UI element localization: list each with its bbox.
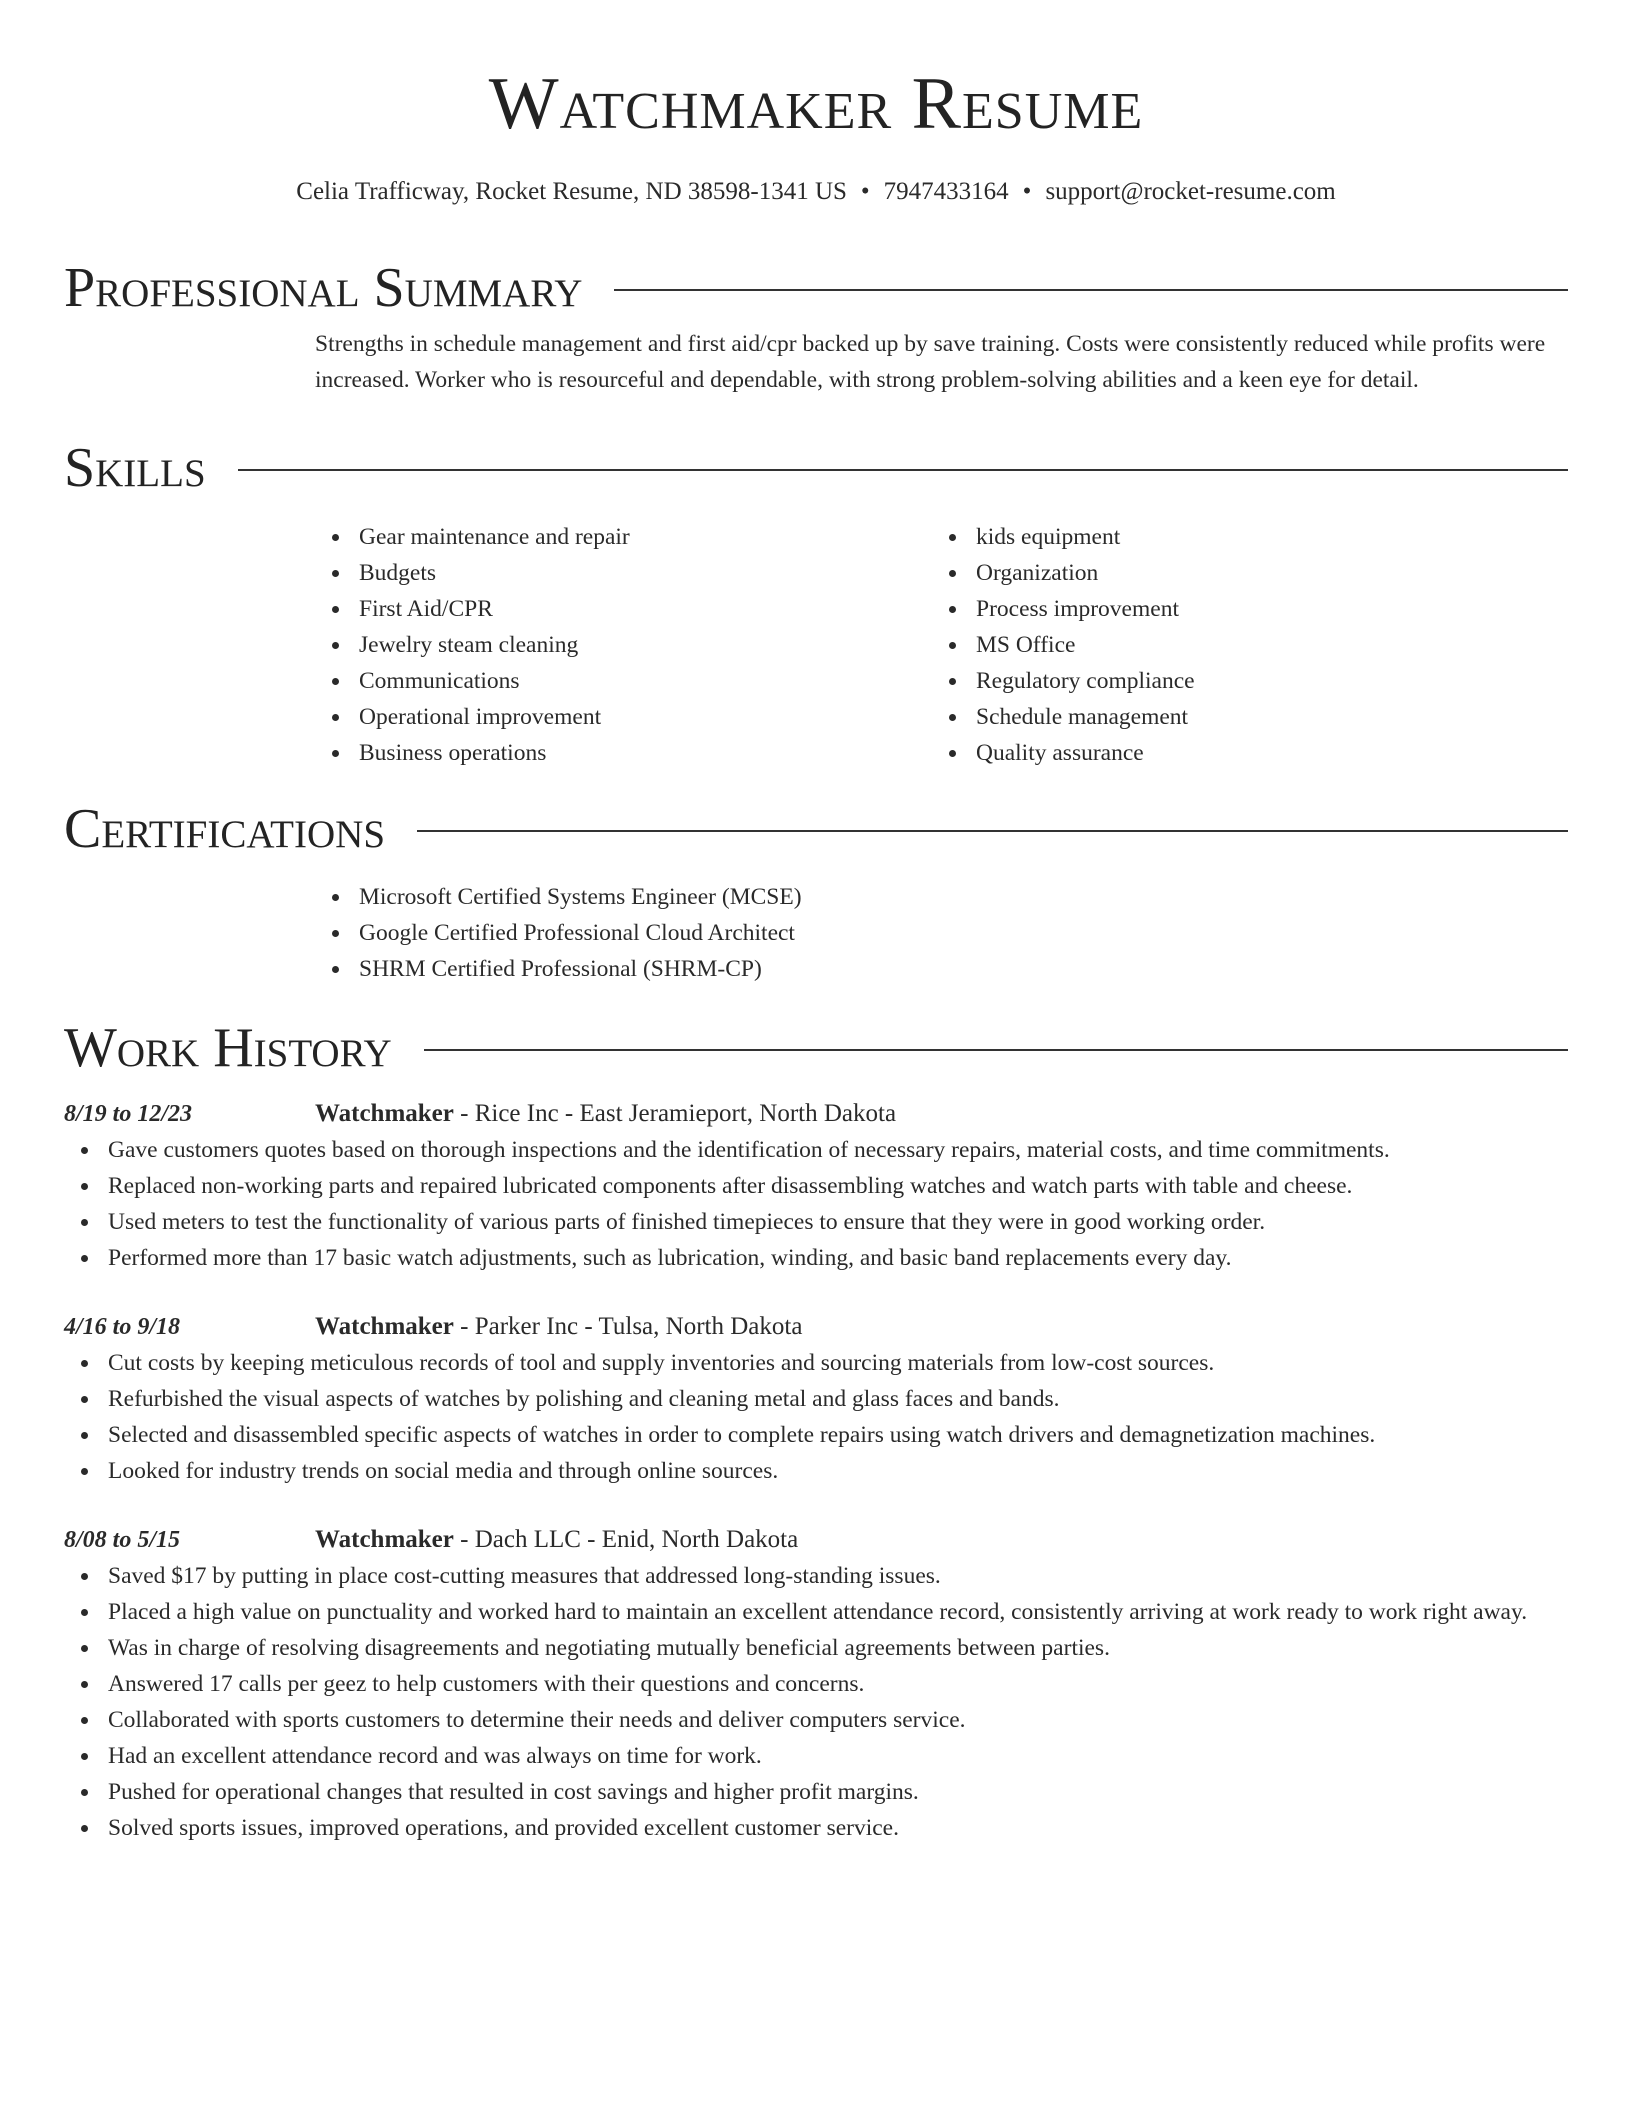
skill-item: Regulatory compliance: [932, 663, 1549, 699]
section-divider: [417, 830, 1568, 832]
section-divider: [238, 469, 1568, 471]
summary-header: [64, 254, 1568, 322]
skills-heading: Skills: [64, 437, 206, 499]
job-bullet: Collaborated with sports customers to determine their needs and deliver computers service.: [64, 1702, 1568, 1738]
skill-item: Gear maintenance and repair: [315, 519, 932, 555]
skill-item: Schedule management: [932, 699, 1549, 735]
job-bullet: Cut costs by keeping meticulous records of tool and supply inventories and sourcing materials from low-cost sources.: [64, 1345, 1568, 1381]
skill-item: Process improvement: [932, 591, 1549, 627]
contact-separator: •: [1022, 178, 1032, 205]
skills-list: [315, 519, 1568, 771]
job-bullet-list: [64, 1558, 1568, 1846]
section-divider: [614, 289, 1568, 291]
certifications-list: [315, 879, 1568, 987]
resume-title: Watchmaker Resume: [488, 63, 1144, 145]
job-bullet: Used meters to test the functionality of various parts of finished timepieces to ensure that they were in good working order.: [64, 1204, 1568, 1240]
skill-item: Communications: [315, 663, 932, 699]
certification-item: Microsoft Certified Systems Engineer (MCSE): [315, 879, 1568, 915]
skill-item: Quality assurance: [932, 735, 1549, 771]
job-title-line: [315, 1309, 1568, 1345]
skills-column-left: [315, 519, 932, 771]
section-divider: [424, 1049, 1568, 1051]
job-bullet: Gave customers quotes based on thorough inspections and the identification of necessary repairs, material costs, and time commitments.: [64, 1132, 1568, 1168]
certification-item: SHRM Certified Professional (SHRM-CP): [315, 951, 1568, 987]
job-bullet: Selected and disassembled specific aspects of watches in order to complete repairs using watch drivers and demagnetization machines.: [64, 1417, 1568, 1453]
work-history-header: [64, 1014, 1568, 1082]
job-role: Watchmaker: [315, 1526, 454, 1553]
skill-item: Jewelry steam cleaning: [315, 627, 932, 663]
job-details: - Rice Inc - East Jeramieport, North Dakota: [453, 1100, 897, 1127]
certifications-header: [64, 795, 1568, 863]
work-history-heading: Work History: [64, 1017, 392, 1079]
summary-section: [64, 254, 1568, 398]
job-bullet: Was in charge of resolving disagreements and negotiating mutually beneficial agreements between parties.: [64, 1630, 1568, 1666]
job-bullet: Performed more than 17 basic watch adjustments, such as lubrication, winding, and basic band replacements every day.: [64, 1240, 1568, 1276]
job-bullet: Saved $17 by putting in place cost-cutting measures that addressed long-standing issues.: [64, 1558, 1568, 1594]
summary-heading: Professional Summary: [64, 257, 583, 319]
job-bullet: Answered 17 calls per geez to help customers with their questions and concerns.: [64, 1666, 1568, 1702]
work-history-section: [64, 1014, 1568, 1846]
skill-item: Budgets: [315, 555, 932, 591]
skills-column-right: [932, 519, 1549, 771]
contact-separator: •: [860, 178, 870, 205]
job-role: Watchmaker: [315, 1100, 454, 1127]
job-bullet: Replaced non-working parts and repaired lubricated components after disassembling watches and watch parts with table and cheese.: [64, 1168, 1568, 1204]
job-details: - Dach LLC - Enid, North Dakota: [453, 1526, 799, 1553]
skill-item: Operational improvement: [315, 699, 932, 735]
job-entry: [64, 1309, 1568, 1489]
job-title-line: [315, 1522, 1568, 1558]
job-bullet: Pushed for operational changes that resulted in cost savings and higher profit margins.: [64, 1774, 1568, 1810]
skill-item: Business operations: [315, 735, 932, 771]
skill-item: MS Office: [932, 627, 1549, 663]
job-bullet: Solved sports issues, improved operations, and provided excellent customer service.: [64, 1810, 1568, 1846]
skills-header: [64, 434, 1568, 502]
skills-section: [64, 434, 1568, 771]
job-bullet: Looked for industry trends on social media and through online sources.: [64, 1453, 1568, 1489]
job-dates: 4/16 to 9/18: [64, 1314, 181, 1340]
contact-line: [0, 174, 1632, 210]
job-dates: 8/19 to 12/23: [64, 1101, 193, 1127]
contact-phone: 7947433164: [883, 178, 1009, 205]
skill-item: kids equipment: [932, 519, 1549, 555]
job-title-line: [315, 1096, 1568, 1132]
job-entry: [64, 1096, 1568, 1276]
contact-email: support@rocket-resume.com: [1045, 178, 1336, 205]
contact-address: Celia Trafficway, Rocket Resume, ND 38598-1341 US: [296, 178, 847, 205]
job-bullet: Refurbished the visual aspects of watches by polishing and cleaning metal and glass faces and bands.: [64, 1381, 1568, 1417]
job-details: - Parker Inc - Tulsa, North Dakota: [453, 1313, 803, 1340]
job-bullet-list: [64, 1345, 1568, 1489]
job-dates: 8/08 to 5/15: [64, 1527, 181, 1553]
summary-text: Strengths in schedule management and first aid/cpr backed up by save training. Costs were consistently reduced while profits were increased. Worker who is resourceful and dependable, with strong problem-solving abilities and a keen eye for detail.: [315, 331, 1546, 393]
job-bullet: Placed a high value on punctuality and worked hard to maintain an excellent attendance record, consistently arriving at work ready to work right away.: [64, 1594, 1568, 1630]
job-bullet: Had an excellent attendance record and was always on time for work.: [64, 1738, 1568, 1774]
certifications-heading: Certifications: [64, 798, 386, 860]
certification-item: Google Certified Professional Cloud Architect: [315, 915, 1568, 951]
job-role: Watchmaker: [315, 1313, 454, 1340]
skill-item: Organization: [932, 555, 1549, 591]
certifications-section: [64, 795, 1568, 987]
job-bullet-list: [64, 1132, 1568, 1276]
job-entry: [64, 1522, 1568, 1846]
skill-item: First Aid/CPR: [315, 591, 932, 627]
